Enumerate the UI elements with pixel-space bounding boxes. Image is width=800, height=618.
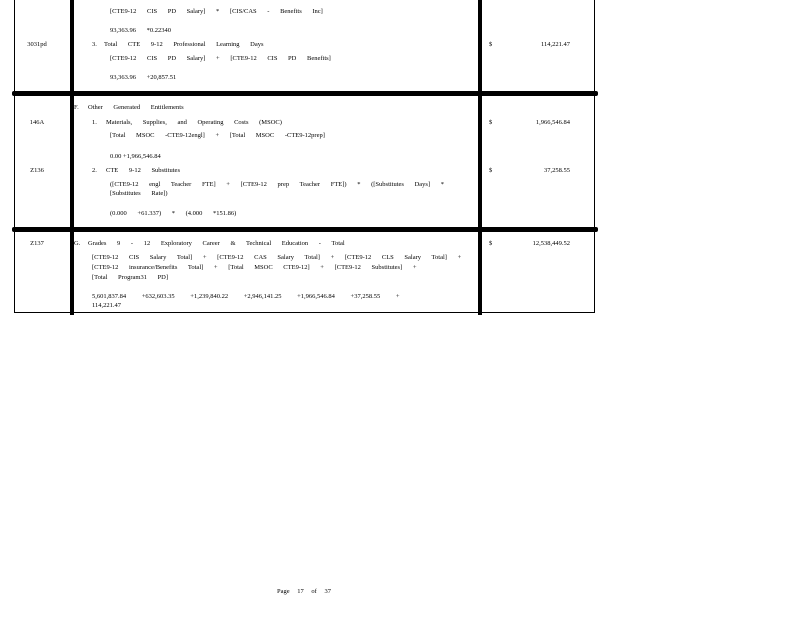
section-title: Grades 9 - 12 Exploratory Career & Technical Education - Total	[88, 240, 345, 247]
line-code: Z137	[30, 240, 44, 247]
line-code: Z136	[30, 167, 44, 174]
amount-column-divider-1	[478, 0, 482, 92]
item-calc: (0.000 +61.337) * (4.000 *151.86)	[110, 210, 237, 217]
code-column-divider-1	[70, 0, 74, 92]
of-label: of	[311, 588, 317, 595]
page-number: 17	[297, 588, 304, 595]
code-column-divider-2	[70, 95, 74, 228]
section-title: Other Generated Entitlements	[88, 104, 184, 111]
section-letter: G.	[74, 240, 81, 247]
item-number: 3.	[92, 41, 97, 48]
right-border	[594, 0, 595, 313]
total-calc-line2: 114,221.47	[92, 302, 122, 309]
row-separator-2	[12, 227, 598, 232]
dollar-sign: $	[489, 41, 493, 48]
item-formula-line1: ([CTE9-12 engl Teacher FTE] + [CTE9-12 prep Teacher FTE]) * ([Substitutes Days] *	[110, 181, 444, 188]
page-total: 37	[324, 588, 331, 595]
item-number: 2.	[92, 167, 97, 174]
total-calc-line1: 5,601,837.84 +632,603.35 +1,239,840.22 +2,946,141.25 +1,966,546.84 +37,258.55 +	[92, 293, 400, 300]
total-formula-line3: [Total Program31 PD]	[92, 274, 169, 281]
item-title: CTE 9-12 Substitutes	[106, 167, 180, 174]
amount-value: 1,966,546.84	[535, 119, 570, 126]
item-title: Materials, Supplies, and Operating Costs (MSOC)	[106, 119, 282, 126]
item-formula: [Total MSOC -CTE9-12engl] + [Total MSOC -CTE9-12prep]	[110, 132, 325, 139]
dollar-sign: $	[489, 167, 493, 174]
table-bottom-border	[14, 312, 595, 313]
amount-value: 114,221.47	[540, 41, 570, 48]
benefits-calc: 93,363.96 *0.22340	[110, 27, 171, 34]
line-code: 146A	[29, 119, 45, 126]
page-label: Page	[277, 588, 290, 595]
total-amount-value: 12,538,449.52	[532, 240, 570, 247]
amount-value: 37,258.55	[544, 167, 570, 174]
item-calc: 0.00 +1,966,546.84	[110, 153, 161, 160]
total-formula-line1: [CTE9-12 CIS Salary Total] + [CTE9-12 CAS Salary Total] + [CTE9-12 CLS Salary Total] +	[92, 254, 462, 261]
amount-column-divider-2	[478, 95, 482, 228]
page-footer	[277, 588, 331, 595]
dollar-sign: $	[489, 240, 493, 247]
section-letter: F.	[74, 104, 79, 111]
item-formula: [CTE9-12 CIS PD Salary] + [CTE9-12 CIS PD Benefits]	[110, 55, 331, 62]
item-formula-line2: [Substitutes Rate])	[110, 190, 168, 197]
dollar-sign: $	[489, 119, 493, 126]
item-title: Total CTE 9-12 Professional Learning Days	[104, 41, 264, 48]
total-formula-line2: [CTE9-12 insurance/Benefits Total] + [Total MSOC CTE9-12] + [CTE9-12 Substitutes] +	[92, 264, 417, 271]
row-separator-1	[12, 91, 598, 96]
benefits-formula: [CTE9-12 CIS PD Salary] * [CIS/CAS - Benefits Inc]	[110, 8, 323, 15]
item-number: 1.	[92, 119, 97, 126]
line-code: 3031pd	[27, 41, 47, 48]
item-calc: 93,363.96 +20,857.51	[110, 74, 177, 81]
amount-column-divider-3	[478, 231, 482, 315]
